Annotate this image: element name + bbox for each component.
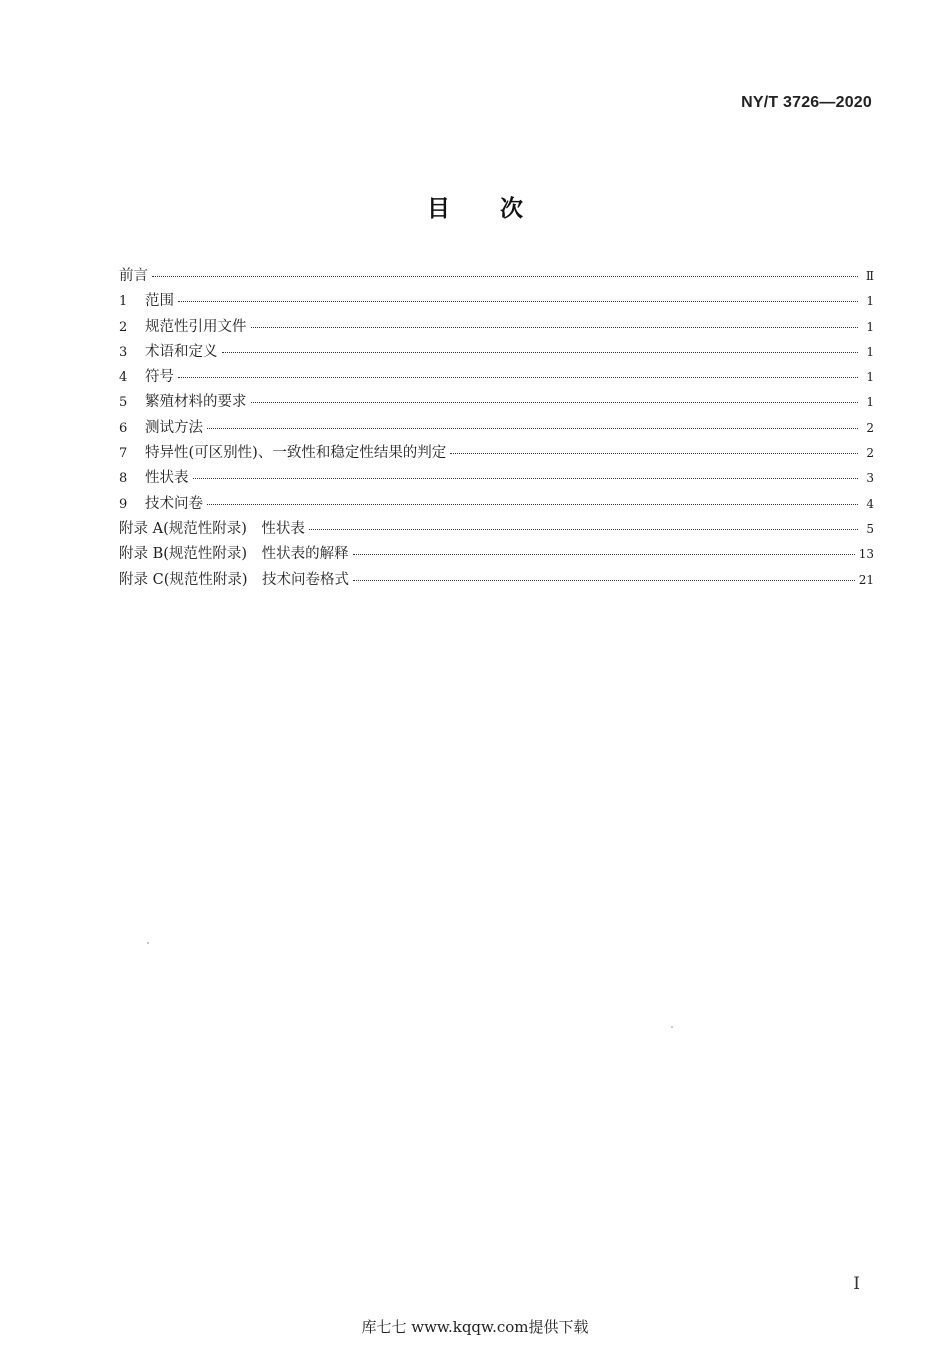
toc-entry-appendix-a[interactable] bbox=[119, 517, 874, 542]
toc-entry-page: 21 bbox=[858, 572, 874, 587]
scan-speck bbox=[147, 942, 149, 944]
toc-entry-label: 术语和定义 bbox=[145, 343, 218, 360]
standard-code: NY/T 3726—2020 bbox=[741, 94, 872, 111]
toc-entry-label: 范围 bbox=[145, 293, 174, 310]
toc-entry-page: 1 bbox=[866, 344, 874, 359]
scan-speck bbox=[671, 1026, 673, 1028]
toc-leader-dots bbox=[251, 402, 859, 403]
toc-entry-label: 繁殖材料的要求 bbox=[145, 394, 247, 411]
toc-entry-label: 符号 bbox=[145, 369, 174, 386]
toc-entry-4[interactable] bbox=[119, 365, 874, 390]
toc-entry-number: 3 bbox=[119, 344, 128, 360]
toc-leader-dots bbox=[207, 504, 858, 505]
toc-leader-dots bbox=[178, 301, 858, 302]
toc-entry-number: 5 bbox=[119, 395, 128, 411]
toc-entry-number: 4 bbox=[119, 370, 128, 386]
toc-entry-number: 1 bbox=[119, 294, 128, 310]
toc-entry-label: 附录 A(规范性附录) 性状表 bbox=[119, 520, 305, 537]
toc-entry-appendix-b[interactable] bbox=[119, 542, 874, 567]
toc-title-char-2: 次 bbox=[500, 196, 523, 222]
toc-title-char-1: 目 bbox=[427, 196, 450, 222]
toc-title bbox=[0, 190, 950, 223]
toc-entry-7[interactable] bbox=[119, 441, 874, 466]
download-watermark: 库七七 www.kqqw.com提供下载 bbox=[361, 1318, 589, 1336]
toc-leader-dots bbox=[353, 580, 855, 581]
page-folio: I bbox=[853, 1274, 860, 1294]
toc-entry-appendix-c[interactable] bbox=[119, 568, 874, 593]
toc-entry-number: 2 bbox=[119, 319, 128, 335]
toc-entry-3[interactable] bbox=[119, 340, 874, 365]
toc-entry-page: 1 bbox=[866, 395, 874, 410]
toc-entry-label: 特异性(可区别性)、一致性和稳定性结果的判定 bbox=[145, 445, 447, 462]
toc-entry-page: 13 bbox=[858, 547, 874, 562]
toc-entry-page: 2 bbox=[866, 420, 874, 435]
toc-entry-number: 9 bbox=[119, 496, 128, 512]
toc-entry-label: 测试方法 bbox=[145, 419, 203, 436]
toc-entry-page: 4 bbox=[866, 496, 874, 511]
toc-entry-2[interactable] bbox=[119, 315, 874, 340]
toc-entry-1[interactable] bbox=[119, 289, 874, 314]
toc-leader-dots bbox=[309, 529, 858, 530]
toc-entry-label: 附录 C(规范性附录) 技术问卷格式 bbox=[119, 571, 350, 588]
toc-leader-dots bbox=[178, 377, 858, 378]
toc-entry-number: 7 bbox=[119, 446, 128, 462]
toc-entry-label: 前言 bbox=[119, 268, 148, 284]
toc-entry-page: Ⅱ bbox=[865, 269, 874, 283]
toc-entry-label: 技术问卷 bbox=[145, 495, 203, 512]
toc-entry-9[interactable] bbox=[119, 492, 874, 517]
toc-entry-label: 性状表 bbox=[145, 470, 189, 487]
toc-entry-page: 1 bbox=[866, 319, 874, 334]
toc-leader-dots bbox=[450, 453, 858, 454]
toc-leader-dots bbox=[152, 276, 858, 277]
toc-leader-dots bbox=[222, 352, 859, 353]
toc-entry-label: 规范性引用文件 bbox=[145, 318, 247, 335]
toc-entry-6[interactable] bbox=[119, 416, 874, 441]
toc-leader-dots bbox=[193, 478, 859, 479]
toc-entry-number: 8 bbox=[119, 471, 128, 487]
toc-entry-label: 附录 B(规范性附录) 性状表的解释 bbox=[119, 546, 349, 563]
table-of-contents bbox=[119, 264, 874, 593]
toc-leader-dots bbox=[353, 554, 855, 555]
toc-entry-5[interactable] bbox=[119, 390, 874, 415]
toc-entry-number: 6 bbox=[119, 420, 128, 436]
toc-entry-page: 1 bbox=[866, 294, 874, 309]
toc-entry-page: 2 bbox=[866, 446, 874, 461]
toc-leader-dots bbox=[251, 327, 859, 328]
toc-entry-page: 5 bbox=[866, 521, 874, 536]
toc-entry-page: 3 bbox=[866, 471, 874, 486]
toc-leader-dots bbox=[207, 428, 858, 429]
toc-entry-foreword[interactable] bbox=[119, 264, 874, 289]
toc-entry-8[interactable] bbox=[119, 466, 874, 491]
toc-entry-page: 1 bbox=[866, 370, 874, 385]
